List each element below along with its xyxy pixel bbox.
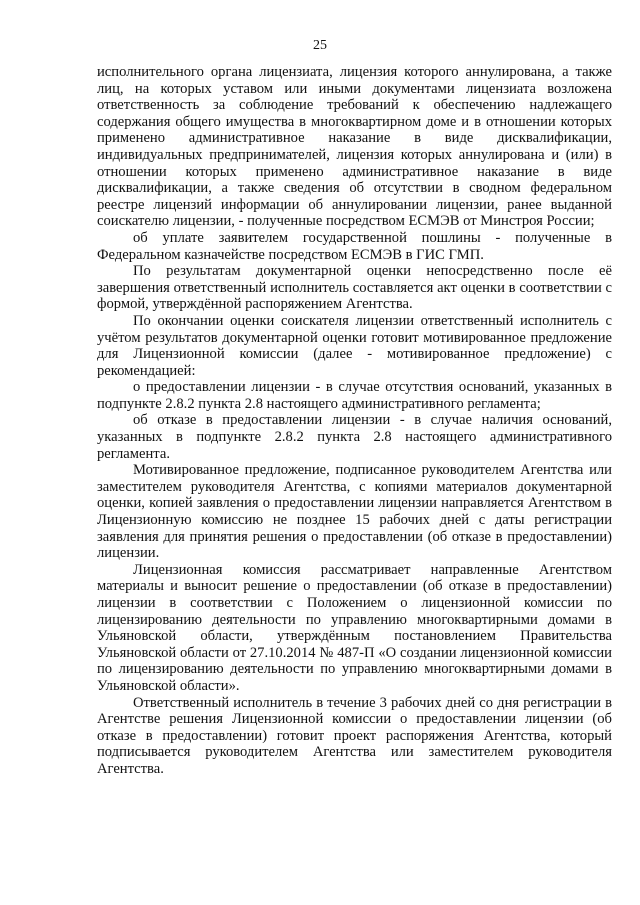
paragraph-proposal-submission: Мотивированное предложение, подписанное руководителем Агентства или заместителем руководителя Агентства, с копиями материалов документарной оценки, копией заявления о предоставлении лицензии направляется Агентством в Лицензионную комиссию не позднее 15 рабочих дней с даты регистрации заявления для принятия решения о предоставлении (об отказе в предоставлении) лицензии. <box>97 462 612 562</box>
paragraph-continuation: исполнительного органа лицензиата, лицензия которого аннулирована, а также лиц, на которых уставом или иными документами лицензиата возложена ответственность за соблюдение требований к обеспечению надлежащего содержания общего имущества в многоквартирном доме и в отношении которых применено административное наказание в виде дисквалификации, индивидуальных предпринимателей, лицензия которых аннулирована и (или) в отношении которых применено административное наказание в виде дисквалификации, а также сведения об отсутствии в сводном федеральном реестре лицензий информации об аннулировании лицензии, ранее выданной соискателю лицензии, - полученные посредством ЕСМЭВ от Минстроя России; <box>97 64 612 230</box>
paragraph-order-preparation: Ответственный исполнитель в течение 3 рабочих дней со дня регистрации в Агентстве решения Лицензионной комиссии о предоставлении лицензии (об отказе в предоставлении) готовит проект распоряжения Агентства, который подписывается руководителем Агентства или заместителем руководителя Агентства. <box>97 694 612 777</box>
paragraph-commission-decision: Лицензионная комиссия рассматривает направленные Агентством материалы и выносит решение о предоставлении (об отказе в предоставлении) лицензии в соответствии с Положением о лицензионной комиссии по лицензированию деятельности по управлению многоквартирными домами в Ульяновской области, утверждённым постановлением Правительства Ульяновской области от 27.10.2014 № 487-П «О создании лицензионной комиссии по лицензированию деятельности по управлению многоквартирными домами в Ульяновской области». <box>97 561 612 694</box>
body-text <box>97 64 612 778</box>
paragraph-assessment-results: По результатам документарной оценки непосредственно после её завершения ответственный исполнитель составляется акт оценки в соответствии с формой, утверждённой распоряжением Агентства. <box>97 263 612 313</box>
page-number: 25 <box>313 38 327 53</box>
paragraph-motivated-proposal-intro: По окончании оценки соискателя лицензии ответственный исполнитель с учётом результатов документарной оценки готовит мотивированное предложение для Лицензионной комиссии (далее - мотивированное предложение) с рекомендацией: <box>97 312 612 379</box>
paragraph-state-fee: об уплате заявителем государственной пошлины - полученные в Федеральном казначействе посредством ЕСМЭВ в ГИС ГМП. <box>97 229 612 263</box>
paragraph-grant-recommendation: о предоставлении лицензии - в случае отсутствия оснований, указанных в подпункте 2.8.2 пункта 2.8 настоящего административного регламента; <box>97 379 612 412</box>
paragraph-refusal-recommendation: об отказе в предоставлении лицензии - в случае наличия оснований, указанных в подпункте 2.8.2 пункта 2.8 настоящего административного регламента. <box>97 412 612 462</box>
